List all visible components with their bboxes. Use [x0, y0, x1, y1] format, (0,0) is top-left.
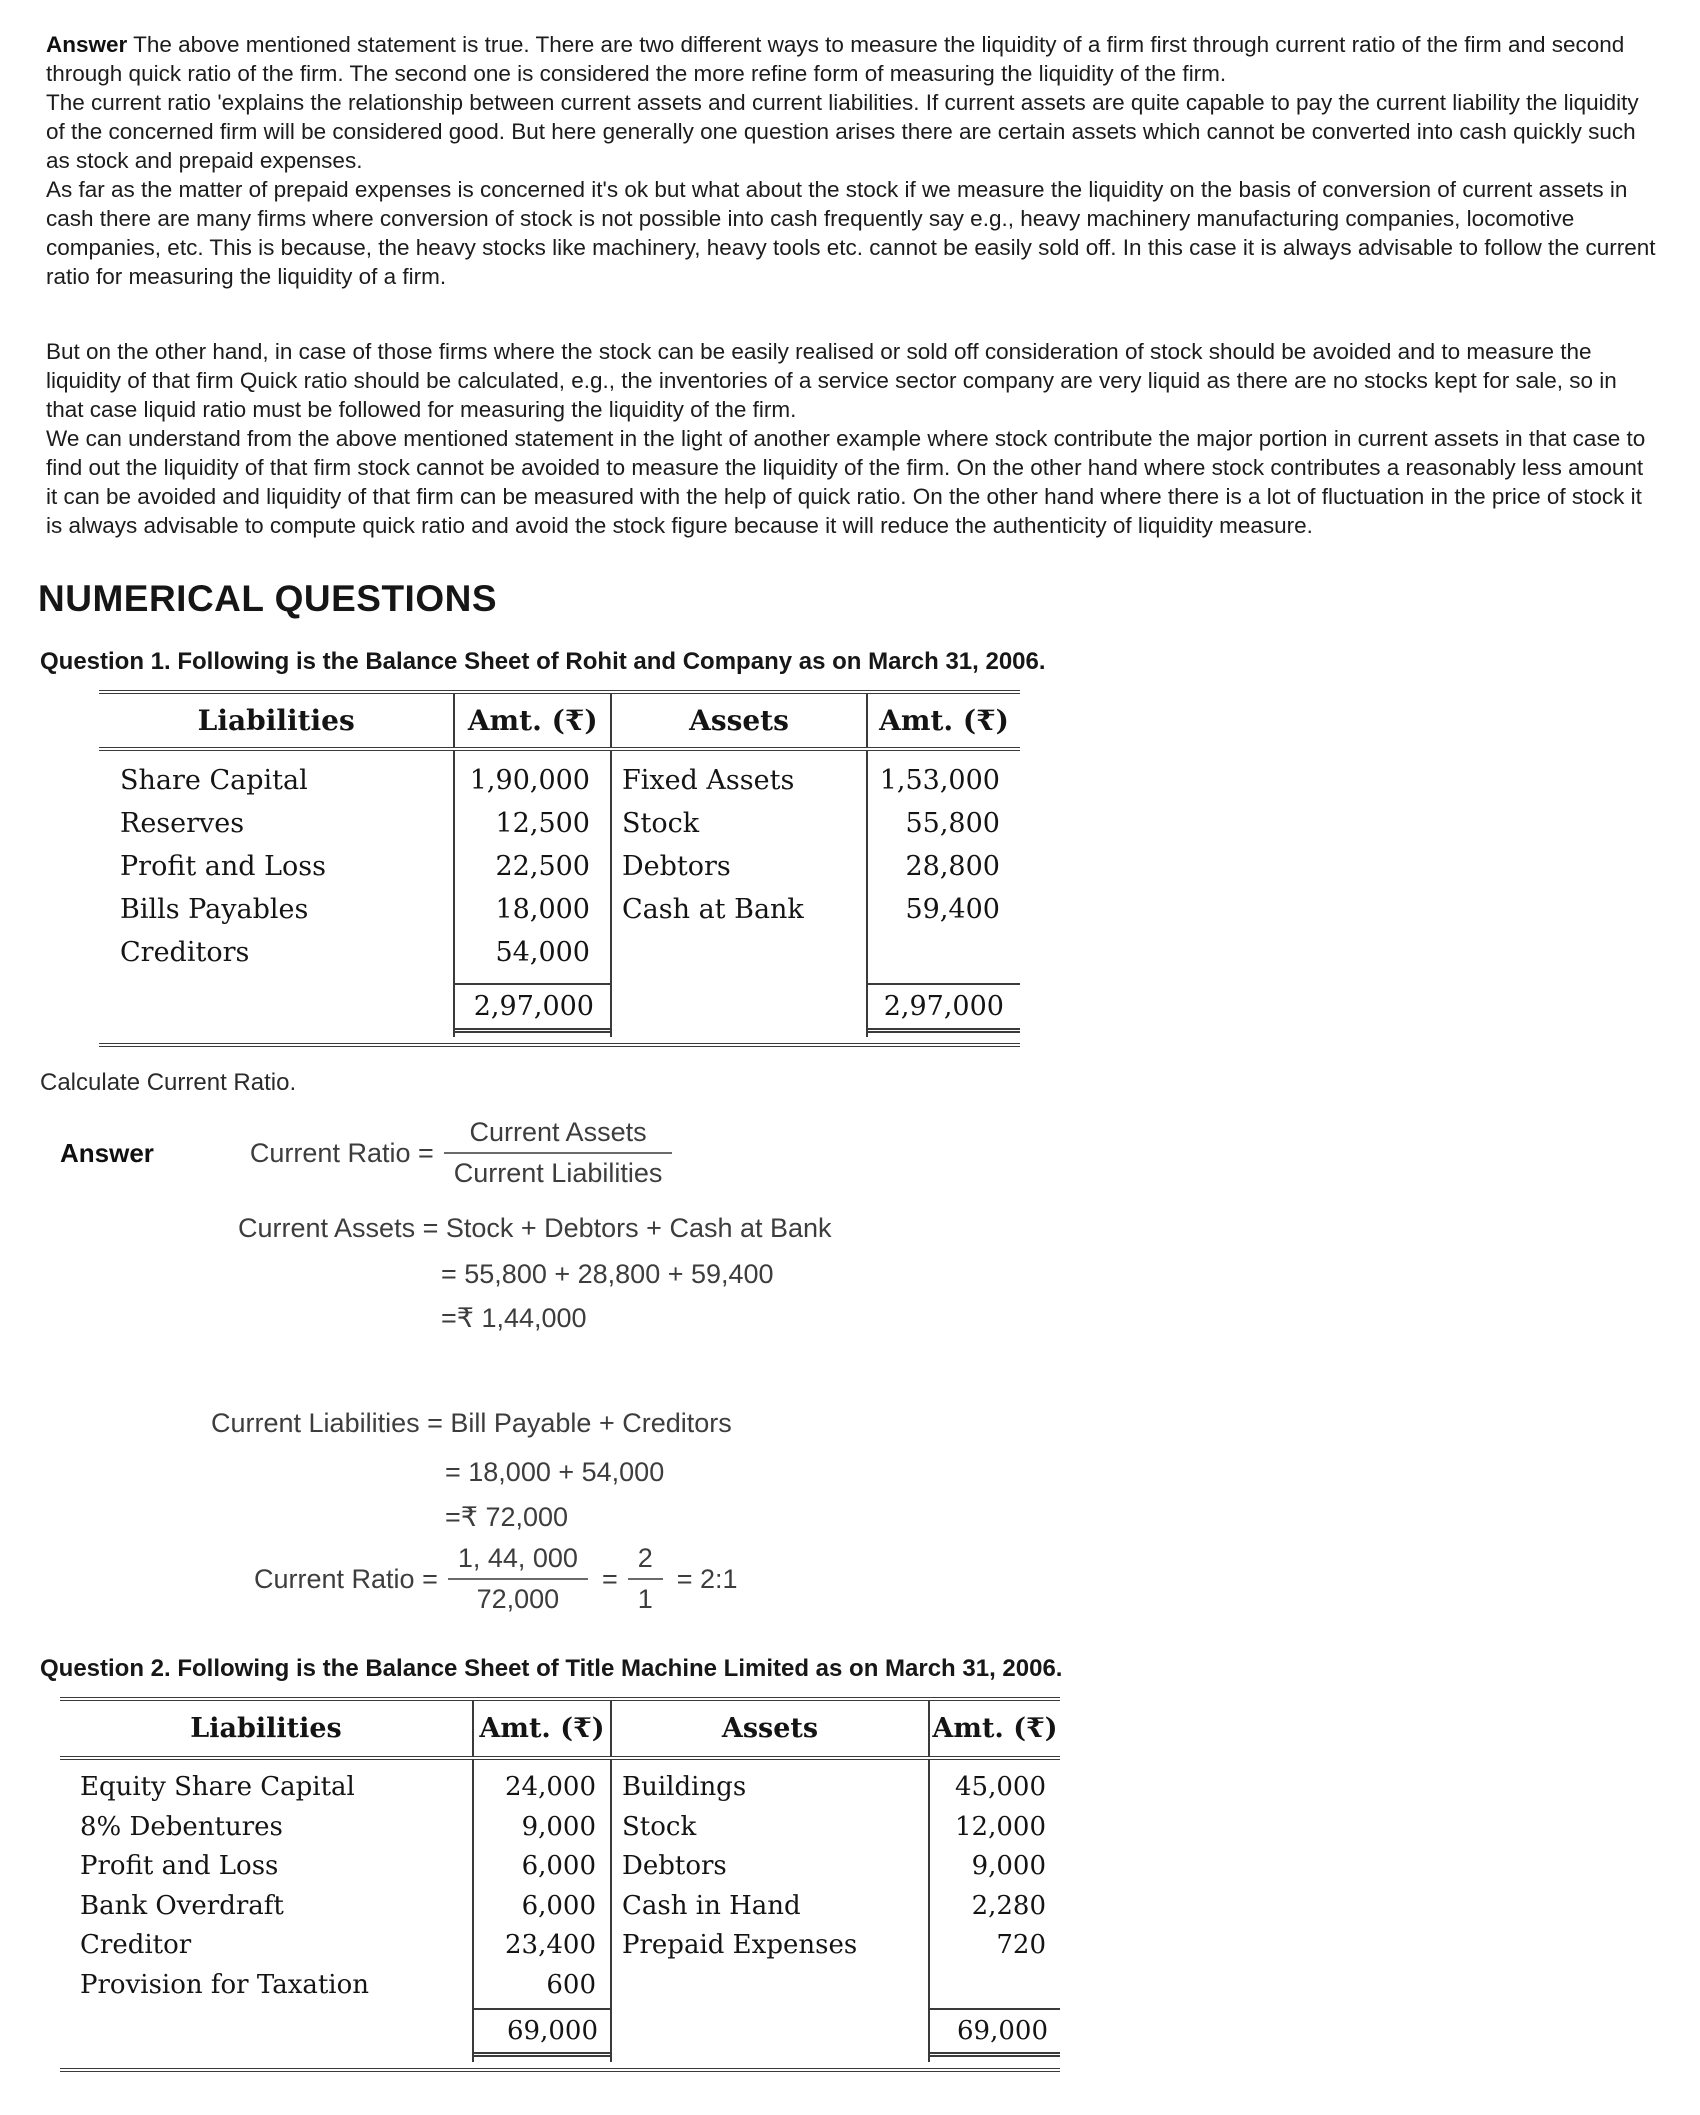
liability-amount: 9,000	[521, 1811, 596, 1842]
answer-text-block	[46, 30, 1656, 540]
liability-amount: 12,500	[495, 808, 590, 839]
assets-total: 2,97,000	[868, 983, 1020, 1033]
liability-amount: 6,000	[521, 1890, 596, 1921]
ratio-result: = 2:1	[676, 1563, 738, 1594]
liability-label: Creditor	[80, 1930, 192, 1960]
fraction-denominator: Current Liabilities	[453, 1158, 663, 1188]
final-ratio-lhs: Current Ratio =	[254, 1563, 438, 1594]
equals-sign: =	[601, 1563, 618, 1594]
header-amount-assets: Amt. (₹)	[879, 704, 1009, 737]
totals-spacer	[612, 981, 868, 1037]
liability-label: 8% Debentures	[80, 1811, 283, 1842]
table-body	[99, 751, 1020, 981]
liability-amount: 6,000	[521, 1851, 596, 1881]
header-assets: Assets	[612, 1701, 930, 1756]
current-assets-result: =₹ 1,44,000	[441, 1303, 587, 1333]
assets-amount-column	[930, 1760, 1060, 2006]
liabilities-label-column	[60, 1760, 474, 2006]
asset-amount: 1,53,000	[879, 765, 1000, 796]
calculate-instruction: Calculate Current Ratio.	[40, 1069, 297, 1096]
answer-paragraph-1	[46, 30, 1656, 88]
liabilities-amount-column	[455, 751, 612, 981]
totals-spacer	[612, 2006, 930, 2062]
liability-label: Bills Payables	[120, 894, 309, 925]
final-ratio-fraction	[448, 1543, 588, 1615]
question2-title: Question 2. Following is the Balance Sheet of Title Machine Limited as on March 31, 2006.	[40, 1655, 1063, 1682]
asset-amount: 2,280	[971, 1890, 1046, 1921]
fraction-numerator: 1, 44, 000	[457, 1543, 578, 1573]
fraction-bar	[444, 1152, 673, 1154]
simplified-fraction	[628, 1543, 663, 1615]
liabilities-label-column	[99, 751, 455, 981]
answer-paragraph-5: We can understand from the above mentioned statement in the light of another example where stock contribute the major portion in current assets in that case to find out the liquidity of that firm stock cannot be avoided to measure the liquidity of the firm. On the other hand where stock contributes a reasonably less amount it can be avoided and liquidity of that firm can be measured with the help of quick ratio. On the other hand where there is a lot of fluctuation in the price of stock it is always advisable to compute quick ratio and avoid the stock figure because it will reduce the authenticity of liquidity measure.	[46, 426, 1646, 538]
liabilities-amount-column	[474, 1760, 612, 2006]
table-body	[60, 1760, 1060, 2006]
asset-amount: 55,800	[905, 808, 1000, 839]
asset-amount: 9,000	[971, 1851, 1046, 1881]
current-ratio-lhs: Current Ratio =	[249, 1137, 434, 1168]
liability-amount: 1,90,000	[469, 765, 590, 796]
liability-label: Profit and Loss	[120, 851, 327, 882]
asset-label: Debtors	[621, 851, 731, 882]
liability-label: Share Capital	[120, 765, 308, 796]
current-liabilities-formula: Current Liabilities = Bill Payable + Creditors	[211, 1408, 732, 1438]
assets-label-column	[612, 1760, 930, 2006]
liability-label: Profit and Loss	[80, 1851, 279, 1881]
answer-paragraph-3: As far as the matter of prepaid expenses is concerned it's ok but what about the stock if we measure the liquidity on the basis of conversion of current assets in cash there are many firms where conversion of stock is not possible into cash frequently say e.g., heavy machinery manufacturing companies, locomotive companies, etc. This is because, the heavy stocks like machinery, heavy tools etc. cannot be easily sold off. In this case it is always advisable to follow the current ratio for measuring the liquidity of a firm.	[46, 177, 1656, 289]
table-header-row	[60, 1701, 1060, 1760]
numerical-questions-heading: NUMERICAL QUESTIONS	[38, 578, 498, 619]
asset-amount: 45,000	[955, 1772, 1046, 1802]
asset-label: Cash in Hand	[622, 1890, 801, 1921]
asset-amount: 12,000	[955, 1811, 1046, 1842]
liability-amount: 18,000	[495, 894, 590, 925]
table-header-row	[99, 694, 1020, 751]
asset-amount: 28,800	[905, 851, 1000, 882]
question1-title: Question 1. Following is the Balance Sheet of Rohit and Company as on March 31, 2006.	[40, 648, 1046, 675]
asset-label: Fixed Assets	[621, 765, 795, 796]
answer-paragraph-2: The current ratio 'explains the relationship between current assets and current liabilities. If current assets are quite capable to pay the current liability the liquidity of the concerned firm will be considered good. But here generally one question arises there are certain assets which cannot be converted into cash quickly such as stock and prepaid expenses.	[46, 90, 1639, 173]
header-liabilities: Liabilities	[99, 694, 455, 747]
table-totals-row	[60, 2006, 1060, 2068]
asset-label: Prepaid Expenses	[622, 1930, 858, 1960]
current-liabilities-substitution: = 18,000 + 54,000	[445, 1457, 665, 1487]
liabilities-total: 69,000	[474, 2008, 610, 2057]
assets-total-cell	[930, 2006, 1060, 2062]
header-amount-liabilities: Amt. (₹)	[474, 1701, 612, 1756]
totals-spacer	[99, 981, 455, 1037]
fraction-bar	[628, 1578, 663, 1580]
q1-answer-label: Answer	[60, 1137, 154, 1168]
assets-amount-column	[868, 751, 1020, 981]
asset-label: Stock	[622, 1811, 697, 1842]
header-amount-liabilities: Amt. (₹)	[455, 694, 612, 747]
liability-amount: 24,000	[505, 1772, 596, 1802]
current-ratio-definition-row	[60, 1117, 1700, 1189]
table-totals-row	[99, 981, 1020, 1043]
liability-amount: 54,000	[495, 937, 590, 968]
liability-label: Reserves	[120, 808, 245, 839]
liabilities-total: 2,97,000	[455, 983, 610, 1033]
liability-label: Creditors	[120, 937, 250, 968]
question1-balance-sheet-table	[99, 690, 1020, 1047]
question2-balance-sheet-table	[60, 1697, 1060, 2072]
asset-label: Buildings	[622, 1772, 747, 1802]
liability-amount: 23,400	[505, 1930, 596, 1960]
fraction-denominator: 72,000	[476, 1584, 560, 1614]
current-assets-substitution: = 55,800 + 28,800 + 59,400	[441, 1259, 774, 1289]
asset-amount: 720	[996, 1930, 1046, 1960]
liability-amount: 22,500	[495, 851, 590, 882]
answer-paragraph-1-text: The above mentioned statement is true. There are two different ways to measure the liquidity of a firm first through current ratio of the firm and second through quick ratio of the firm. The second one is considered the more refine form of measuring the liquidity of the firm.	[46, 32, 1625, 86]
header-amount-assets: Amt. (₹)	[932, 1713, 1058, 1744]
asset-label: Stock	[621, 808, 700, 839]
fraction-numerator: 2	[637, 1543, 653, 1573]
liability-label: Provision for Taxation	[80, 1969, 370, 2000]
liability-label: Bank Overdraft	[80, 1890, 284, 1921]
liability-label: Equity Share Capital	[80, 1772, 355, 1802]
current-ratio-fraction	[444, 1117, 673, 1189]
assets-label-column	[612, 751, 868, 981]
asset-label: Cash at Bank	[621, 894, 804, 925]
liability-amount: 600	[546, 1969, 596, 2000]
header-liabilities: Liabilities	[60, 1701, 474, 1756]
answer-label: Answer	[46, 32, 128, 57]
current-assets-formula: Current Assets = Stock + Debtors + Cash at Bank	[238, 1213, 832, 1243]
liabilities-total-cell	[474, 2006, 612, 2062]
fraction-numerator: Current Assets	[469, 1117, 647, 1147]
fraction-bar	[448, 1578, 588, 1580]
asset-label: Debtors	[622, 1851, 727, 1881]
totals-spacer	[60, 2006, 474, 2062]
fraction-denominator: 1	[637, 1584, 653, 1614]
assets-total: 69,000	[930, 2008, 1060, 2057]
current-ratio-result-row	[254, 1543, 1700, 1615]
header-assets: Assets	[612, 694, 868, 747]
answer-paragraph-4: But on the other hand, in case of those firms where the stock can be easily realised or sold off consideration of stock should be avoided and to measure the liquidity of that firm Quick ratio should be calculated, e.g., the inventories of a service sector company are very liquid as there are no stocks kept for sale, so in that case liquid ratio must be followed for measuring the liquidity of the firm.	[46, 339, 1617, 422]
current-liabilities-result: =₹ 72,000	[445, 1502, 569, 1532]
assets-total-cell	[868, 981, 1020, 1037]
asset-amount: 59,400	[905, 894, 1000, 925]
liabilities-total-cell	[455, 981, 612, 1037]
